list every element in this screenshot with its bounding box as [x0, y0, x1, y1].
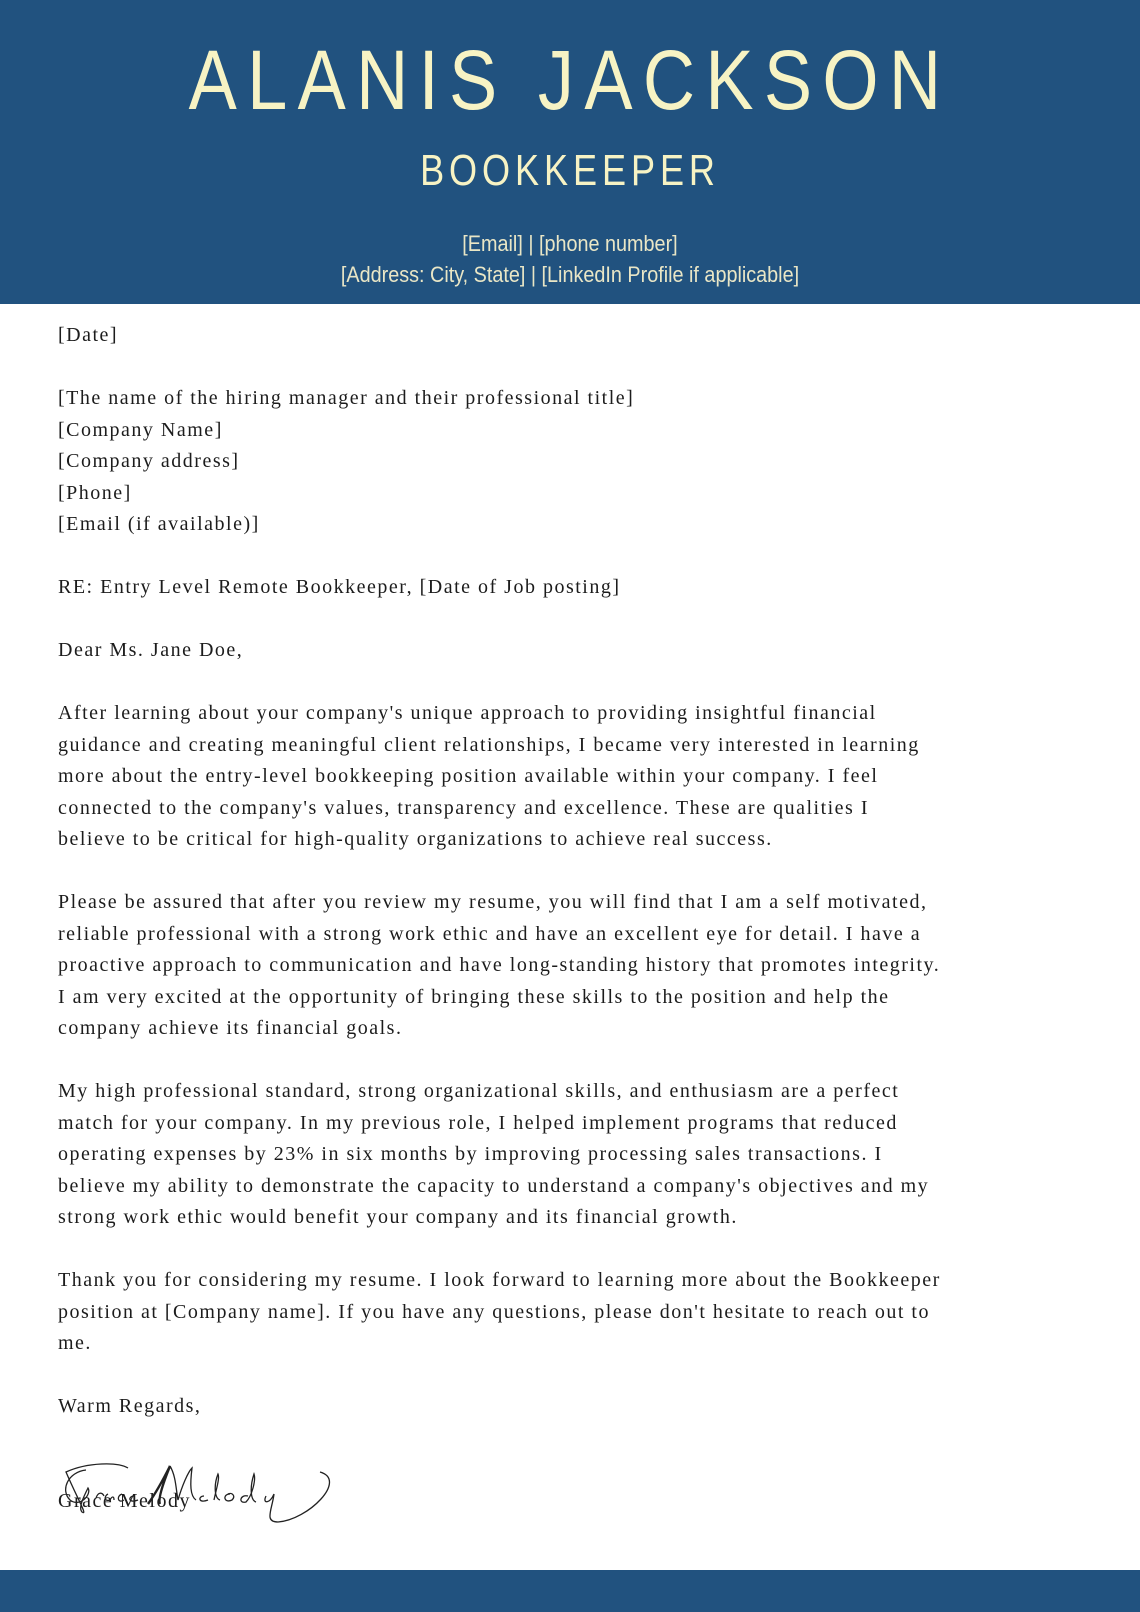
letter-line: [Company Name]: [58, 418, 223, 441]
letter-line: more about the entry-level bookkeeping position available within your company. I feel: [58, 765, 879, 787]
handwritten-signature: [58, 1460, 358, 1530]
signer-name: Grace Melody: [58, 1489, 191, 1512]
paragraph-gap: [58, 1045, 941, 1077]
letter-line: believe my ability to demonstrate the capacity to understand a company's objectives and my: [58, 1174, 930, 1197]
letter-line: Please be assured that after you review my resume, you will find that I am a self motivated,: [58, 891, 928, 913]
letter-line: [The name of the hiring manager and their professional title]: [58, 387, 635, 409]
paragraph-gap: [58, 352, 941, 384]
letter-line: proactive approach to communication and have long-standing history that promotes integrity.: [58, 954, 941, 976]
letter-line: After learning about your company's unique approach to providing insightful financial: [58, 702, 877, 724]
letter-line: position at [Company name]. If you have any questions, please don't hesitate to reach out to: [58, 1300, 930, 1323]
letter-line: company achieve its financial goals.: [58, 1017, 403, 1039]
paragraph-gap: [58, 1234, 941, 1266]
letter-line: match for your company. In my previous role, I helped implement programs that reduced: [58, 1111, 898, 1134]
letter-line: [Email (if available)]: [58, 513, 260, 535]
paragraph-gap: [58, 541, 941, 573]
letter-line: Thank you for considering my resume. I look forward to learning more about the Bookkeeper: [58, 1269, 941, 1291]
letter-line: RE: Entry Level Remote Bookkeeper, [Date of Job posting]: [58, 576, 621, 598]
letter-header: [0, 0, 1140, 304]
letter-line: My high professional standard, strong organizational skills, and enthusiasm are a perfect: [58, 1080, 900, 1102]
letter-line: operating expenses by 23% in six months by improving processing sales transactions. I: [58, 1143, 883, 1165]
letter-body: [58, 320, 941, 1517]
letter-line: [Date]: [58, 324, 119, 346]
letter-line: [Phone]: [58, 481, 132, 504]
letter-line: believe to be critical for high-quality organizations to achieve real success.: [58, 828, 773, 850]
job-title: BOOKKEEPER: [420, 146, 720, 195]
paragraph-gap: [58, 604, 941, 636]
applicant-name: ALANIS JACKSON: [188, 33, 952, 127]
paragraph-gap: [58, 667, 941, 699]
letter-line: guidance and creating meaningful client relationships, I became very interested in learning: [58, 733, 920, 756]
letter-line: Warm Regards,: [58, 1395, 202, 1417]
paragraph-gap: [58, 856, 941, 888]
contact-line-email-phone: [Email] | [phone number]: [462, 231, 678, 256]
letter-line: [Company address]: [58, 450, 240, 472]
footer-bar: [0, 1570, 1140, 1612]
paragraph-gap: [58, 1360, 941, 1392]
letter-line: reliable professional with a strong work ethic and have an excellent eye for detail. I have a: [58, 922, 922, 945]
letter-line: I am very excited at the opportunity of bringing these skills to the position and help the: [58, 985, 890, 1008]
contact-line-address-linkedin: [Address: City, State] | [LinkedIn Profile if applicable]: [340, 262, 800, 287]
letter-line: me.: [58, 1332, 92, 1354]
letter-line: strong work ethic would benefit your company and its financial growth.: [58, 1206, 738, 1228]
letter-line: connected to the company's values, transparency and excellence. These are qualities I: [58, 796, 869, 819]
letter-line: Dear Ms. Jane Doe,: [58, 639, 244, 661]
